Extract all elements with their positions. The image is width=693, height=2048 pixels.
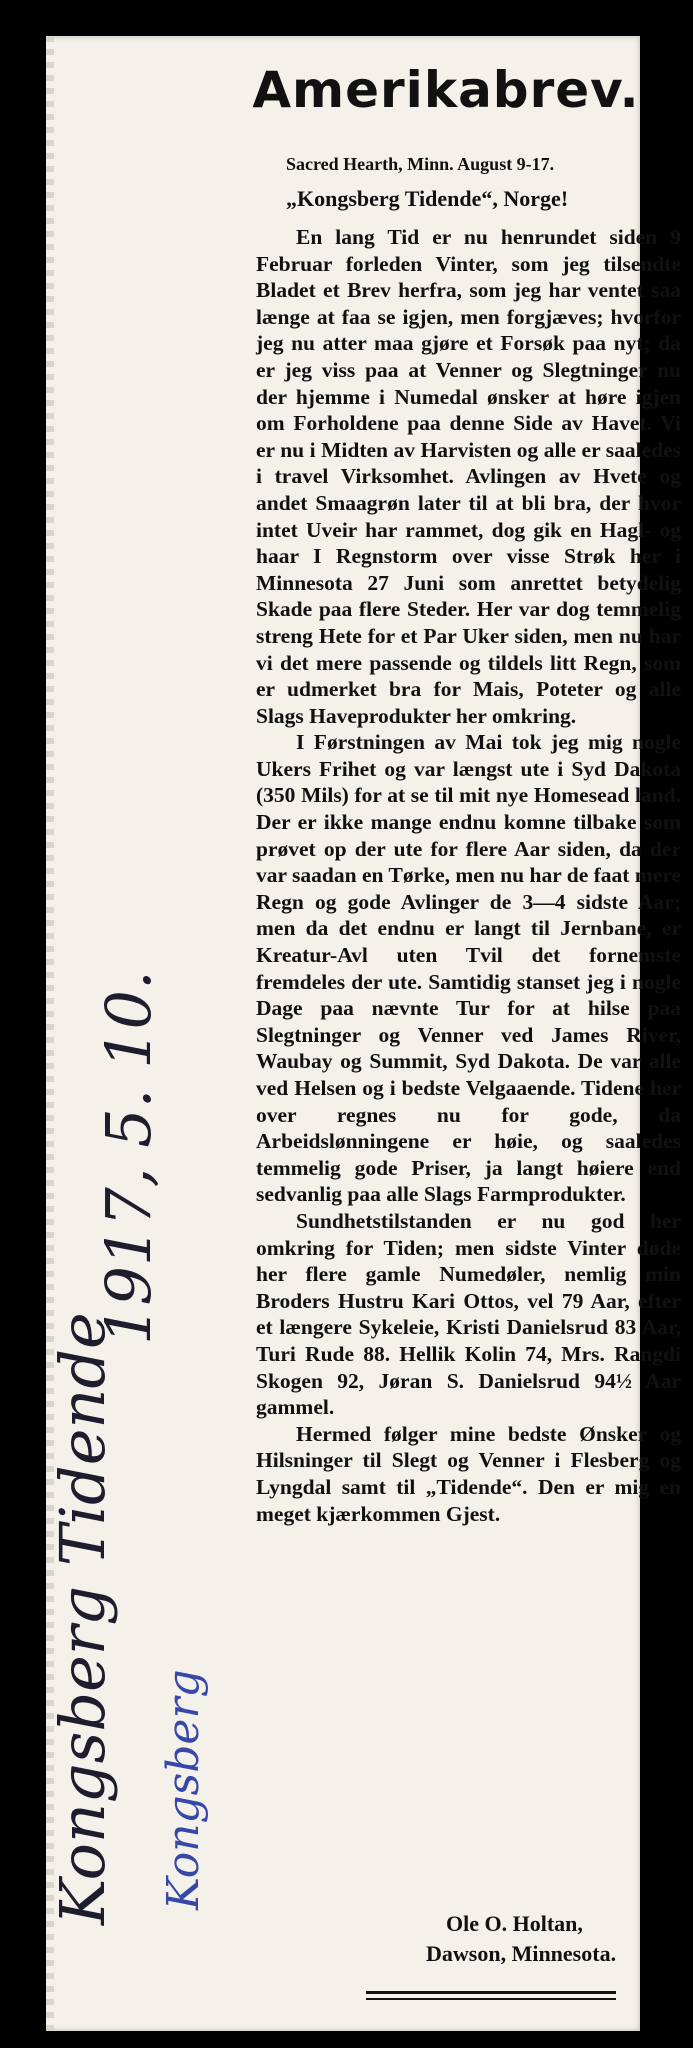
salutation: „Kongsberg Tidende“, Norge! xyxy=(286,186,569,211)
handwritten-newspaper-name: Kongsberg Tidende xyxy=(46,1312,119,1925)
paragraph-4: Hermed følger mine bedste Ønsker og Hilsninger til Slegt og Venner i Flesberg og Lyngdal samt til „Tidende“. Den er mig en meget kjærkommen Gjest. xyxy=(256,1421,681,1526)
bottom-rule xyxy=(366,1991,616,1994)
handwritten-place: Kongsberg xyxy=(158,1669,209,1910)
handwritten-date: 1917, 5. 10. xyxy=(92,970,165,1345)
signature-name: Ole O. Holtan, xyxy=(446,1911,583,1936)
paragraph-2: I Førstningen av Mai tok jeg mig nogle Ukers Frihet og var længst ute i Syd Dakota (350 Mils) for at se til mit nye Homesead land. Der er ikke mange endnu komne tilbake som prøvet op der ute for flere Aar siden, da der var saadan en Tørke, men nu har de faat mere Regn og gode Avlinger de 3—4 sidste Aar; men da det endnu er langt til Jernbane, er Kreatur-Avl uten Tvil det fornemste fremdeles der ute. Samtidig stanset jeg i nogle Dage paa nævnte Tur for at hilse paa Slegtninger og Venner ved James River, Waubay og Summit, Syd Dakota. De var alle ved Helsen og i bedste Velgaaende. Tidene her over regnes nu for gode, da Arbeidslønningene er høie, og saaledes temmelig gode Priser, ja langt høiere end sedvanlig paa alle Slags Farmprodukter. xyxy=(256,730,681,1207)
article-body xyxy=(256,224,681,1527)
headline: Amerikabrev. xyxy=(252,61,640,119)
signature-place: Dawson, Minnesota. xyxy=(426,1941,617,1966)
dateline: Sacred Hearth, Minn. August 9-17. xyxy=(286,154,555,174)
paragraph-1: En lang Tid er nu henrundet siden 9 Februar forleden Vinter, som jeg tilsendte Bladet et Brev herfra, som jeg har ventet saa længe at faa se igjen, men forgjæves; hvorfor jeg nu atter maa gjøre et Forsøk paa nyt; da er jeg viss paa at Venner og Slegtninger nu der hjemme i Numedal ønsker at høre igjen om Forholdene paa denne Side av Havet. Vi er nu i Midten av Harvisten og alle er saaledes i travel Virksomhet. Avlingen av Hvete og andet Smaagrøn later til at bli bra, der hvor intet Uveir har rammet, dog gik en Hagl- og haar I Regnstorm over visse Strøk her i Minnesota 27 Juni som anrettet betydelig Skade paa flere Steder. Her var dog temmelig streng Hete for et Par Uker siden, men nu har vi det mere passende og tildels litt Regn, som er udmerket bra for Mais, Poteter og alle Slags Haveprodukter her omkring. xyxy=(256,225,681,728)
paragraph-3: Sundhetstilstanden er nu god her omkring for Tiden; men sidste Vinter døde her flere gamle Numedøler, nemlig min Broders Hustru Kari Ottos, vel 79 Aar, efter et længere Sykeleie, Kristi Danielsrud 83 Aar, Turi Rude 88. Hellik Kolin 74, Mrs. Rangdi Skogen 92, Jøran S. Danielsrud 94½ Aar gammel. xyxy=(256,1208,681,1420)
